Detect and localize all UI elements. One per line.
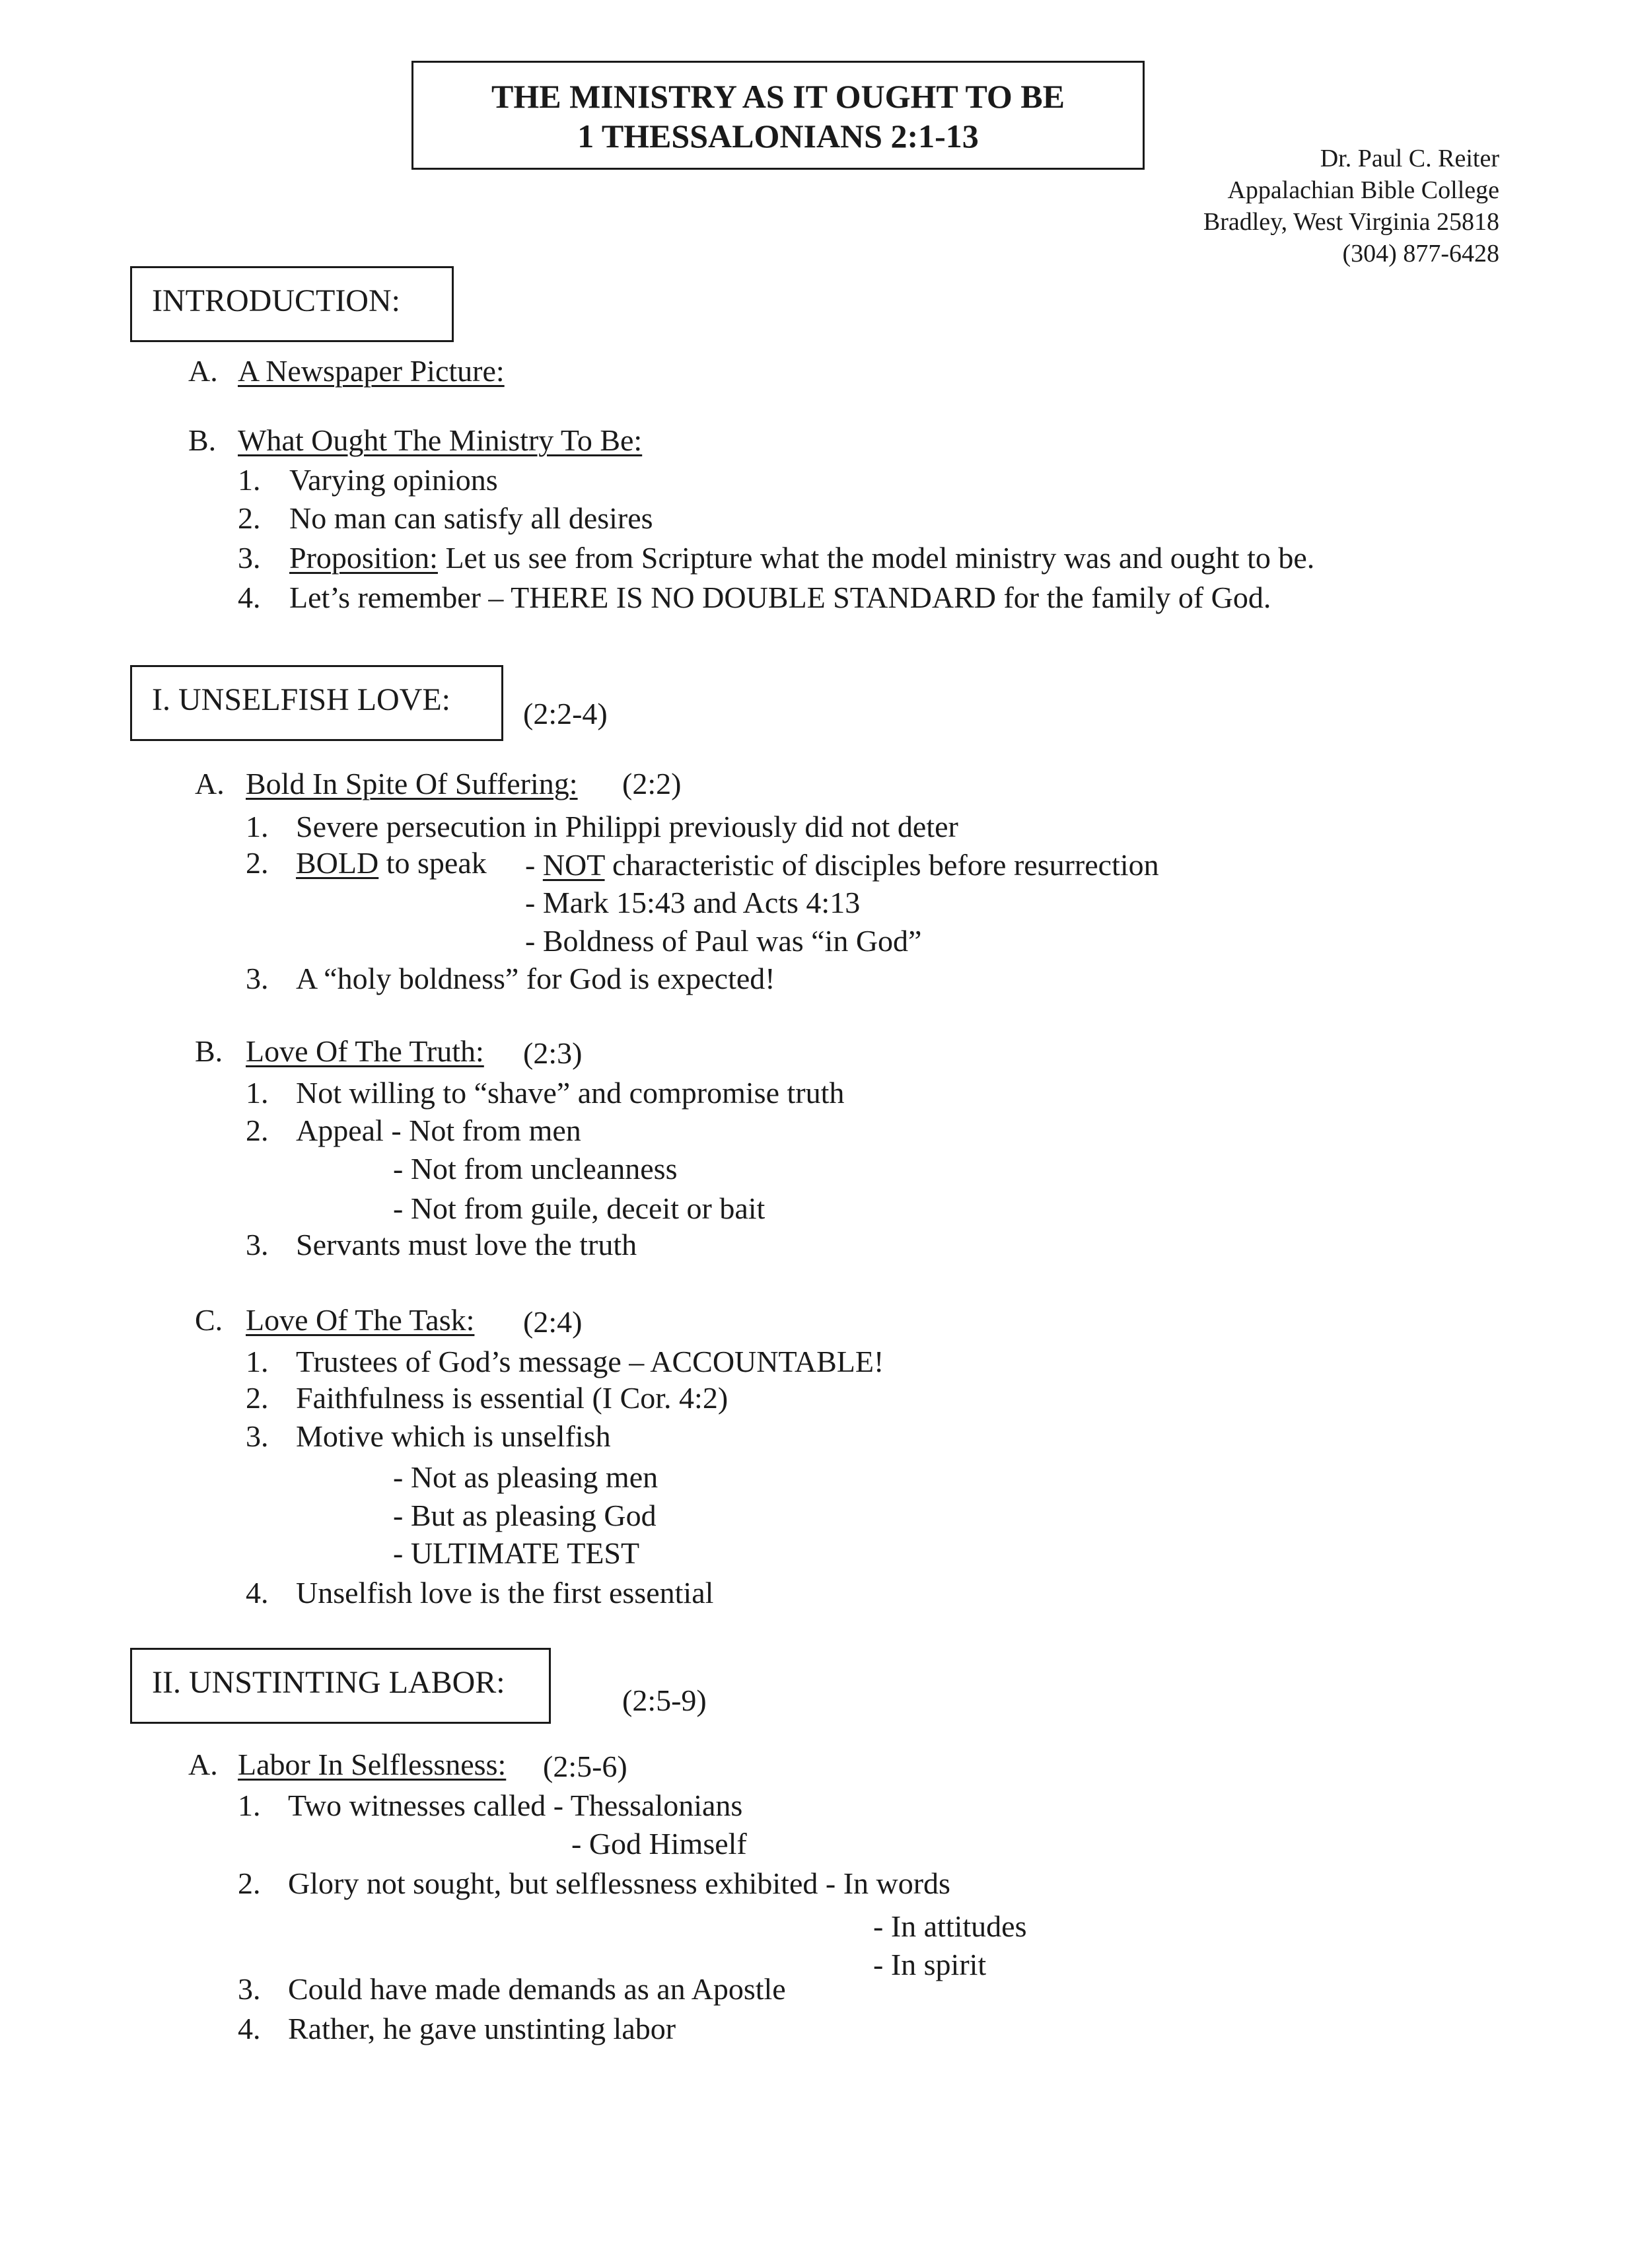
section1-b-letter: B.: [195, 1034, 223, 1068]
author-name: Dr. Paul C. Reiter: [1320, 145, 1499, 172]
section1-c-letter: C.: [195, 1303, 223, 1337]
list-item: Servants must love the truth: [296, 1228, 637, 1261]
intro-item-text: Let’s remember – THERE IS NO DOUBLE STANDARD for the family of God.: [289, 581, 1271, 614]
section1-heading-box: [130, 665, 503, 741]
section1-c-ref: (2:4): [523, 1305, 583, 1339]
dash: -: [525, 848, 536, 882]
list-num: 4.: [238, 2012, 261, 2045]
intro-item-num: 1.: [238, 463, 261, 497]
list-item: A “holy boldness” for God is expected!: [296, 962, 775, 995]
list-item: Appeal - Not from men: [296, 1114, 581, 1147]
section2-a-title: Labor In Selflessness:: [238, 1748, 507, 1781]
section2-a-letter: A.: [188, 1748, 218, 1781]
intro-a-title: A Newspaper Picture:: [238, 354, 505, 388]
list-num: 3.: [246, 962, 269, 995]
sub-item: - In attitudes: [873, 1909, 1027, 1943]
list-num: 2.: [238, 1866, 261, 1900]
list-item: Motive which is unselfish: [296, 1419, 611, 1453]
intro-proposition-line: [289, 540, 1314, 575]
sub-item: - God Himself: [571, 1827, 747, 1860]
list-num: 2.: [246, 846, 269, 880]
intro-item-num: 3.: [238, 541, 261, 575]
intro-b-letter: B.: [188, 423, 217, 457]
section1-a-title: Bold In Spite Of Suffering:: [246, 767, 578, 800]
intro-b-title: What Ought The Ministry To Be:: [238, 423, 643, 457]
section2-heading-box: [130, 1648, 551, 1724]
list-num: 1.: [246, 1345, 269, 1378]
section1-c-title: Love Of The Task:: [246, 1303, 475, 1337]
list-item: Could have made demands as an Apostle: [288, 1972, 786, 2006]
list-num: 3.: [246, 1419, 269, 1453]
author-phone: (304) 877-6428: [1342, 240, 1499, 267]
list-num: 1.: [238, 1789, 261, 1822]
list-item: [296, 845, 487, 880]
document-subtitle: 1 THESSALONIANS 2:1-13: [577, 118, 979, 155]
title-box: [411, 61, 1145, 170]
section1-heading: I. UNSELFISH LOVE:: [152, 682, 450, 717]
section2-ref: (2:5-9): [622, 1683, 707, 1717]
author-college: Appalachian Bible College: [1227, 176, 1499, 204]
list-item-rest: to speak: [386, 846, 487, 880]
sub-item: - Not from uncleanness: [393, 1152, 678, 1186]
introduction-heading: INTRODUCTION:: [152, 283, 400, 318]
section1-a-letter: A.: [195, 767, 225, 800]
section2-heading: II. UNSTINTING LABOR:: [152, 1665, 505, 1700]
list-item: Rather, he gave unstinting labor: [288, 2012, 676, 2045]
author-location: Bradley, West Virginia 25818: [1203, 208, 1499, 236]
sub-item: [525, 847, 1159, 882]
intro-item-num: 2.: [238, 501, 261, 535]
sub-item: - Boldness of Paul was “in God”: [525, 924, 922, 958]
sub-item: - ULTIMATE TEST: [393, 1536, 640, 1570]
proposition-text: Let us see from Scripture what the model ministry was and ought to be.: [445, 541, 1315, 575]
list-item: Two witnesses called - Thessalonians: [288, 1789, 743, 1822]
intro-item-text: Varying opinions: [289, 463, 498, 497]
list-num: 3.: [238, 1972, 261, 2006]
sub-item: - Not from guile, deceit or bait: [393, 1191, 766, 1225]
list-item: Glory not sought, but selflessness exhibited - In words: [288, 1866, 950, 1900]
sub-item: - In spirit: [873, 1948, 987, 1981]
list-item: Faithfulness is essential (I Cor. 4:2): [296, 1381, 729, 1415]
bold-underlined-word: BOLD: [296, 846, 379, 880]
section1-b-title: Love Of The Truth:: [246, 1034, 484, 1068]
sub-item: - But as pleasing God: [393, 1499, 657, 1532]
sub-item: - Mark 15:43 and Acts 4:13: [525, 886, 861, 919]
list-item: Not willing to “shave” and compromise truth: [296, 1076, 845, 1110]
document-title: THE MINISTRY AS IT OUGHT TO BE: [491, 78, 1065, 115]
section1-a-ref: (2:2): [622, 767, 682, 800]
intro-item-text: No man can satisfy all desires: [289, 501, 653, 535]
list-num: 1.: [246, 1076, 269, 1110]
section1-ref: (2:2-4): [523, 697, 608, 730]
intro-a-letter: A.: [188, 354, 218, 388]
introduction-heading-box: [130, 266, 454, 342]
intro-item-num: 4.: [238, 581, 261, 614]
list-num: 4.: [246, 1576, 269, 1610]
sub-item-text: characteristic of disciples before resurrection: [612, 848, 1159, 882]
list-num: 1.: [246, 810, 269, 843]
list-item: Unselfish love is the first essential: [296, 1576, 714, 1610]
list-num: 2.: [246, 1381, 269, 1415]
sub-item: - Not as pleasing men: [393, 1460, 659, 1494]
list-num: 3.: [246, 1228, 269, 1261]
section1-b-ref: (2:3): [523, 1036, 583, 1070]
underlined-word: NOT: [542, 848, 605, 882]
section2-a-ref: (2:5-6): [543, 1750, 627, 1783]
proposition-label: Proposition:: [289, 541, 438, 575]
list-num: 2.: [246, 1114, 269, 1147]
list-item: Severe persecution in Philippi previously did not deter: [296, 810, 958, 843]
list-item: Trustees of God’s message – ACCOUNTABLE!: [296, 1345, 884, 1378]
